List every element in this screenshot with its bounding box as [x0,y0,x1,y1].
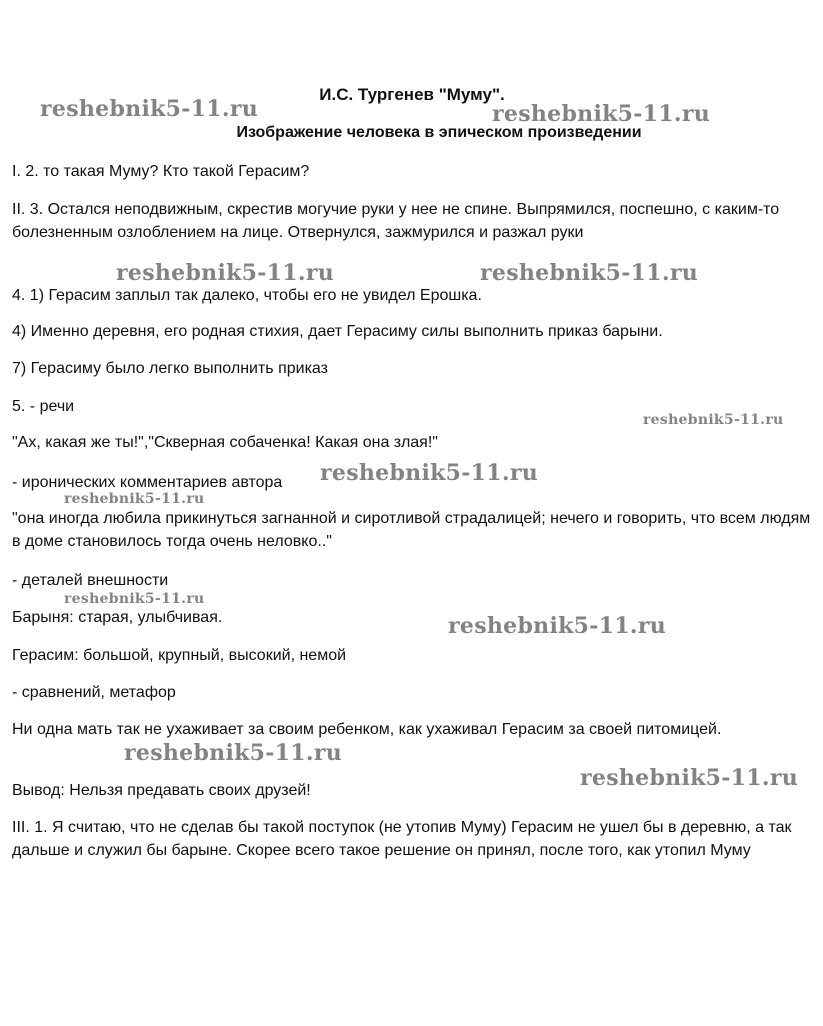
watermark-logo: reshebnik5-11.ru [448,613,667,639]
watermark-logo: reshebnik5-11.ru [480,260,699,286]
watermark-logo: reshebnik5-11.ru [643,412,784,428]
text-paragraph-section-2: II. 3. Остался неподвижным, скрестив могучие руки у нее не спине. Выпрямился, поспешно, с каким-то болезненным озлоблением на лице. Отвернулся, зажмурился и разжал руки [12,201,780,241]
text-line-item-5: 5. - речи [12,398,75,415]
text-line-comparisons: - сравнений, метафор [12,684,176,701]
watermark-logo: reshebnik5-11.ru [116,260,335,286]
text-line-gerasim: Герасим: большой, крупный, высокий, немой [12,647,347,664]
watermark-logo: reshebnik5-11.ru [320,460,539,486]
watermark-logo: reshebnik5-11.ru [492,101,711,127]
document-subtitle: Изображение человека в эпическом произведении [236,124,642,141]
text-paragraph-quote-author: "она иногда любила прикинуться загнанной и сиротливой страдалицей; нечего и говорить, что всем людям в доме становилось тогда очень неловко.." [12,510,811,550]
text-line-item-7: 7) Герасиму было легко выполнить приказ [12,360,328,377]
watermark-logo: reshebnik5-11.ru [40,96,259,122]
text-line-quote-speech: "Ах, какая же ты!","Скверная собаченка! Какая она злая!" [12,434,438,451]
watermark-logo: reshebnik5-11.ru [64,591,205,607]
text-line-conclusion: Вывод: Нельзя предавать своих друзей! [12,782,311,799]
text-line-ironic-comments: - иронических комментариев автора [12,474,283,491]
text-line-section-1: I. 2. то такая Муму? Кто такой Герасим? [12,163,310,180]
text-paragraph-mother: Ни одна мать так не ухаживает за своим ребенком, как ухаживал Герасим за своей питомицей. [12,721,722,738]
document-title: И.С. Тургенев "Муму". [319,85,505,104]
watermark-logo: reshebnik5-11.ru [64,491,205,507]
text-line-lady: Барыня: старая, улыбчивая. [12,609,223,626]
watermark-logo: reshebnik5-11.ru [580,765,799,791]
watermark-logo: reshebnik5-11.ru [124,740,343,766]
text-line-item-4-1: 4. 1) Герасим заплыл так далеко, чтобы его не увидел Ерошка. [12,287,482,304]
text-paragraph-section-3: III. 1. Я считаю, что не сделав бы такой поступок (не утопив Муму) Герасим не ушел бы в деревню, а так дальше и служил бы барыне. Скорее всего такое решение он принял, после того, как утопил Муму [12,819,792,859]
text-line-appearance: - деталей внешности [12,572,169,589]
text-line-item-4-4: 4) Именно деревня, его родная стихия, дает Герасиму силы выполнить приказ барыни. [12,323,663,340]
